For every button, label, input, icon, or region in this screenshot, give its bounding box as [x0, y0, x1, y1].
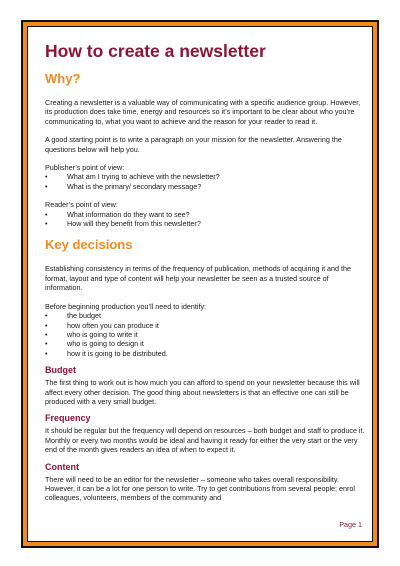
bullet-icon: • [45, 172, 48, 182]
list-item: • How will they benefit from this newsletter? [45, 219, 201, 229]
bullet-icon: • [45, 348, 48, 358]
publisher-label: Publisher’s point of view: [45, 163, 125, 173]
heading-content: Content [45, 461, 79, 472]
list-item: • What am I trying to achieve with the newsletter? [45, 172, 220, 182]
list-item: • who is going to design it [45, 339, 144, 349]
page-number: Page 1 [339, 520, 362, 529]
budget-paragraph: The first thing to work out is how much you can afford to spend on your newsletter because this will affect every other decision. The good thing about newsletters is that an effective one can still be produced with a very small budget. [45, 378, 360, 406]
page-content [45, 40, 367, 503]
heading-key-decisions: Key decisions [45, 237, 133, 253]
reader-list [45, 210, 367, 229]
frequency-paragraph: It should be regular but the frequency will depend on resources – both budget and staff to produce it. Monthly or every two months would be ideal and having it ready for either the very start or the very end of the month gives readers an idea of when to expect it. [45, 426, 365, 455]
list-item: • who is going to write it [45, 329, 138, 339]
reader-label: Reader’s point of view: [45, 200, 118, 210]
heading-budget: Budget [45, 365, 76, 376]
why-paragraph-1: Creating a newsletter is a valuable way of communicating with a specific audience group. However, its production does take time, energy and resources so it’s important to be clear about who you’re communicating to, what you want to achieve and the reason for your reader to read it. [45, 98, 361, 126]
bullet-icon: • [45, 311, 48, 321]
identify-label: Before beginning production you’ll need to identify: [45, 301, 207, 311]
key-paragraph-1: Establishing consistency in terms of the frequency of publication, methods of acquiring it and the format, layout and type of content will help your newsletter be seen as a trusted source of information. [45, 264, 352, 293]
identify-list [45, 311, 367, 358]
list-item: • What is the primary/ secondary message? [45, 181, 202, 191]
bullet-icon: • [45, 320, 48, 330]
bullet-icon: • [45, 329, 48, 339]
bullet-icon: • [45, 219, 48, 229]
page-border-outer [21, 20, 379, 548]
list-item: • the budget [45, 311, 101, 321]
heading-frequency: Frequency [45, 413, 91, 424]
page-border-inner [27, 26, 373, 542]
list-item: • What information do they want to see? [45, 209, 190, 219]
list-item: • how it is going to be distributed. [45, 348, 168, 358]
why-paragraph-2: A good starting point is to write a paragraph on your mission for the newsletter. Answering the questions below will help you. [45, 135, 342, 154]
publisher-list [45, 172, 367, 191]
heading-why: Why? [45, 71, 81, 86]
list-item: • how often you can produce it [45, 320, 159, 330]
bullet-icon: • [45, 339, 48, 349]
bullet-icon: • [45, 181, 48, 191]
bullet-icon: • [45, 209, 48, 219]
page-title: How to create a newsletter [45, 41, 266, 61]
content-paragraph: There will need to be an editor for the newsletter – someone who takes overall responsibility. However, it can be a lot for one person to write. Try to get contributions from several people; enrol colleagues, volunteers, members of the community and [45, 474, 356, 503]
